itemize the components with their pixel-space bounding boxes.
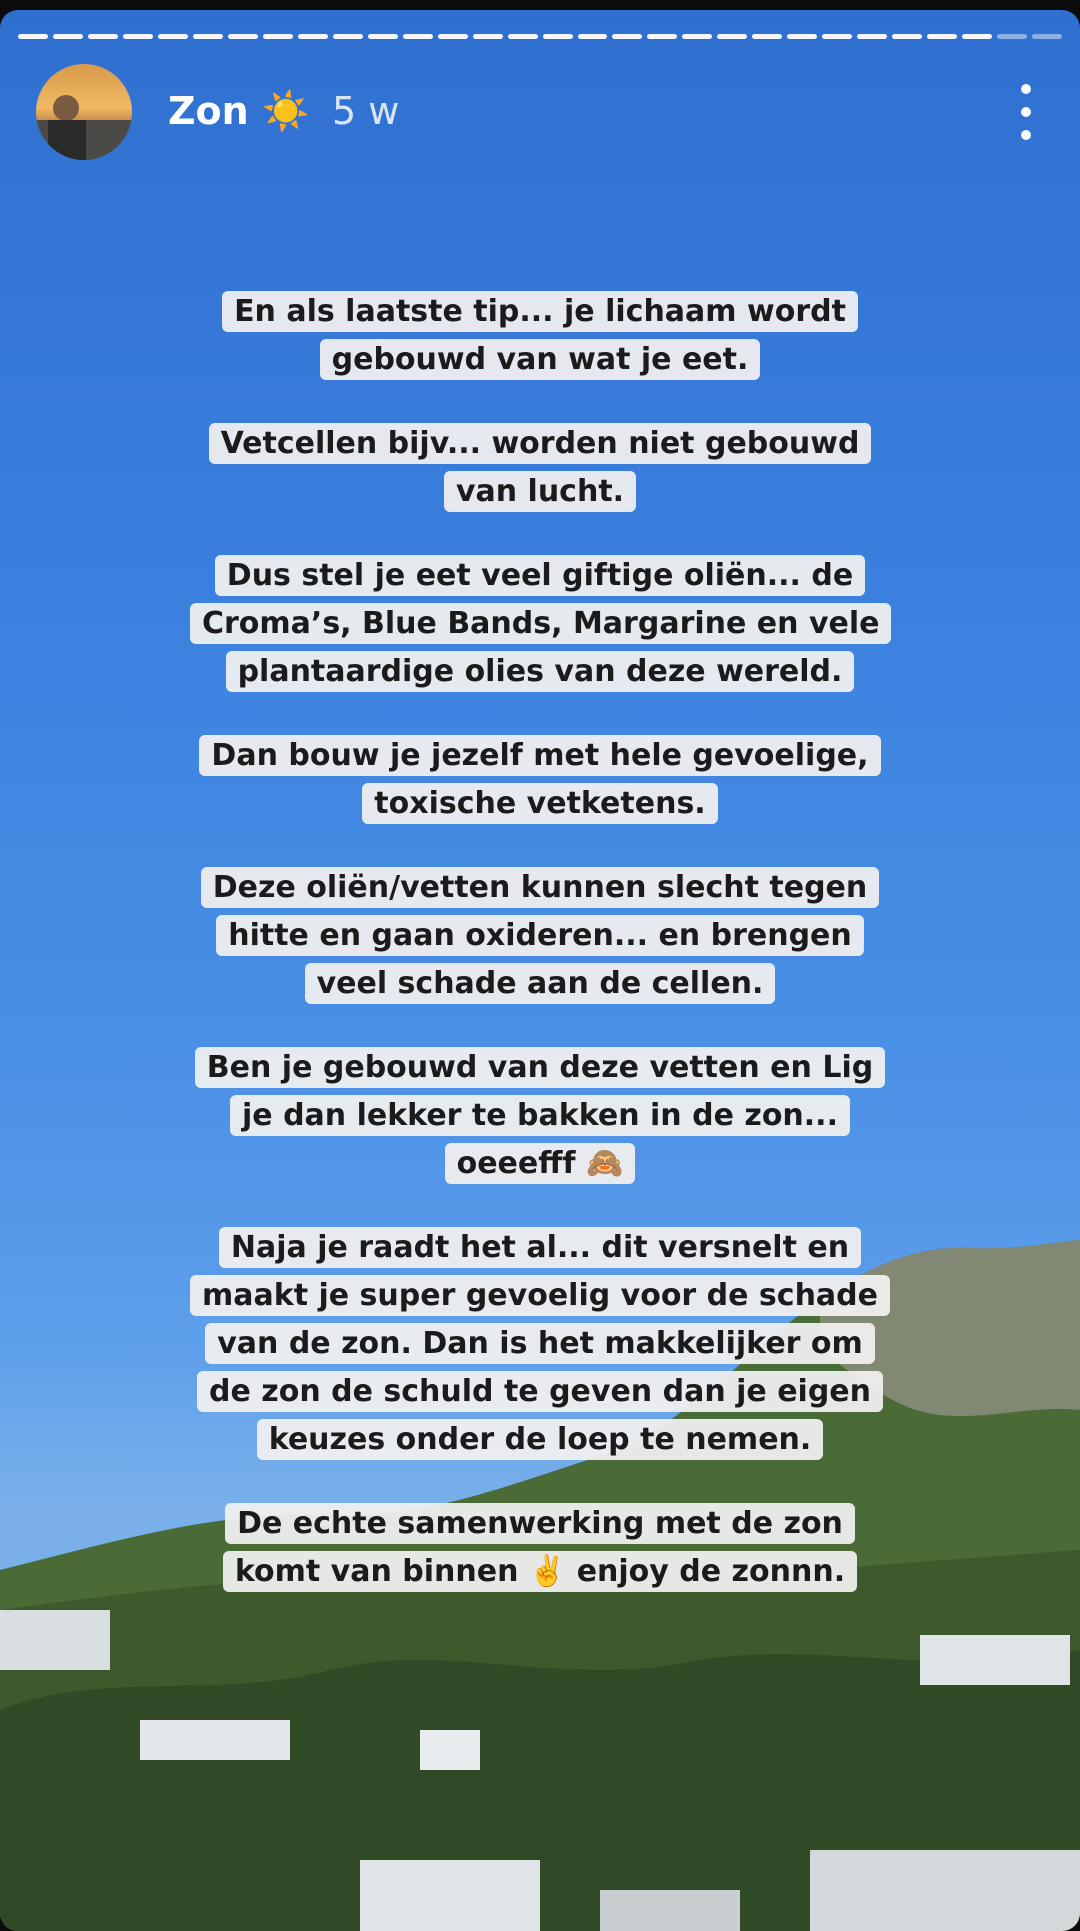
progress-segment [438,34,468,39]
progress-segment [368,34,398,39]
house [0,1610,110,1670]
text-paragraph: Dan bouw je jezelf met hele gevoelige, toxische vetketens. [190,734,890,830]
text-paragraph: Dus stel je eet veel giftige oliën... de Croma’s, Blue Bands, Margarine en vele plantaardige olies van deze wereld. [190,554,890,698]
progress-segment [787,34,817,39]
avatar[interactable] [36,64,132,160]
more-vertical-icon[interactable] [1006,84,1046,140]
progress-segment [193,34,223,39]
progress-segment [263,34,293,39]
house [360,1860,540,1931]
username[interactable]: Zon ☀️ [168,89,310,133]
progress-segment [578,34,608,39]
progress-segment [543,34,573,39]
progress-segment [53,34,83,39]
avatar-photo [36,64,132,160]
progress-segment [1032,34,1062,39]
story-progress-bar [18,34,1062,39]
text-paragraph: De echte samenwerking met de zon komt van binnen ✌️ enjoy de zonnn. [190,1502,890,1598]
progress-segment [927,34,957,39]
house [600,1890,740,1931]
story-view[interactable] [0,10,1080,1931]
progress-segment [123,34,153,39]
progress-segment [473,34,503,39]
house [920,1635,1070,1685]
story-header [36,64,1046,160]
text-paragraph: Ben je gebouwd van deze vetten en Lig je dan lekker te bakken in de zon... oeeefff 🙈 [190,1046,890,1190]
progress-segment [88,34,118,39]
progress-segment [18,34,48,39]
progress-segment [962,34,992,39]
progress-segment [997,34,1027,39]
progress-segment [403,34,433,39]
text-paragraph: Vetcellen bijv... worden niet gebouwd van lucht. [190,422,890,518]
text-paragraph: Naja je raadt het al... dit versnelt en maakt je super gevoelig voor de schade van de zon. Dan is het makkelijker om de zon de schuld te geven dan je eigen keuzes onder de loep te nemen. [190,1226,890,1466]
progress-segment [682,34,712,39]
house [810,1850,1080,1931]
progress-segment [822,34,852,39]
progress-segment [228,34,258,39]
progress-segment [158,34,188,39]
story-text [190,290,890,1634]
progress-segment [612,34,642,39]
progress-segment [333,34,363,39]
text-paragraph: En als laatste tip... je lichaam wordt gebouwd van wat je eet. [190,290,890,386]
house [140,1720,290,1760]
progress-segment [857,34,887,39]
progress-segment [717,34,747,39]
progress-segment [892,34,922,39]
house [420,1730,480,1770]
progress-segment [298,34,328,39]
progress-segment [508,34,538,39]
post-time: 5 w [332,89,400,133]
progress-segment [647,34,677,39]
progress-segment [752,34,782,39]
text-paragraph: Deze oliën/vetten kunnen slecht tegen hitte en gaan oxideren... en brengen veel schade aan de cellen. [190,866,890,1010]
